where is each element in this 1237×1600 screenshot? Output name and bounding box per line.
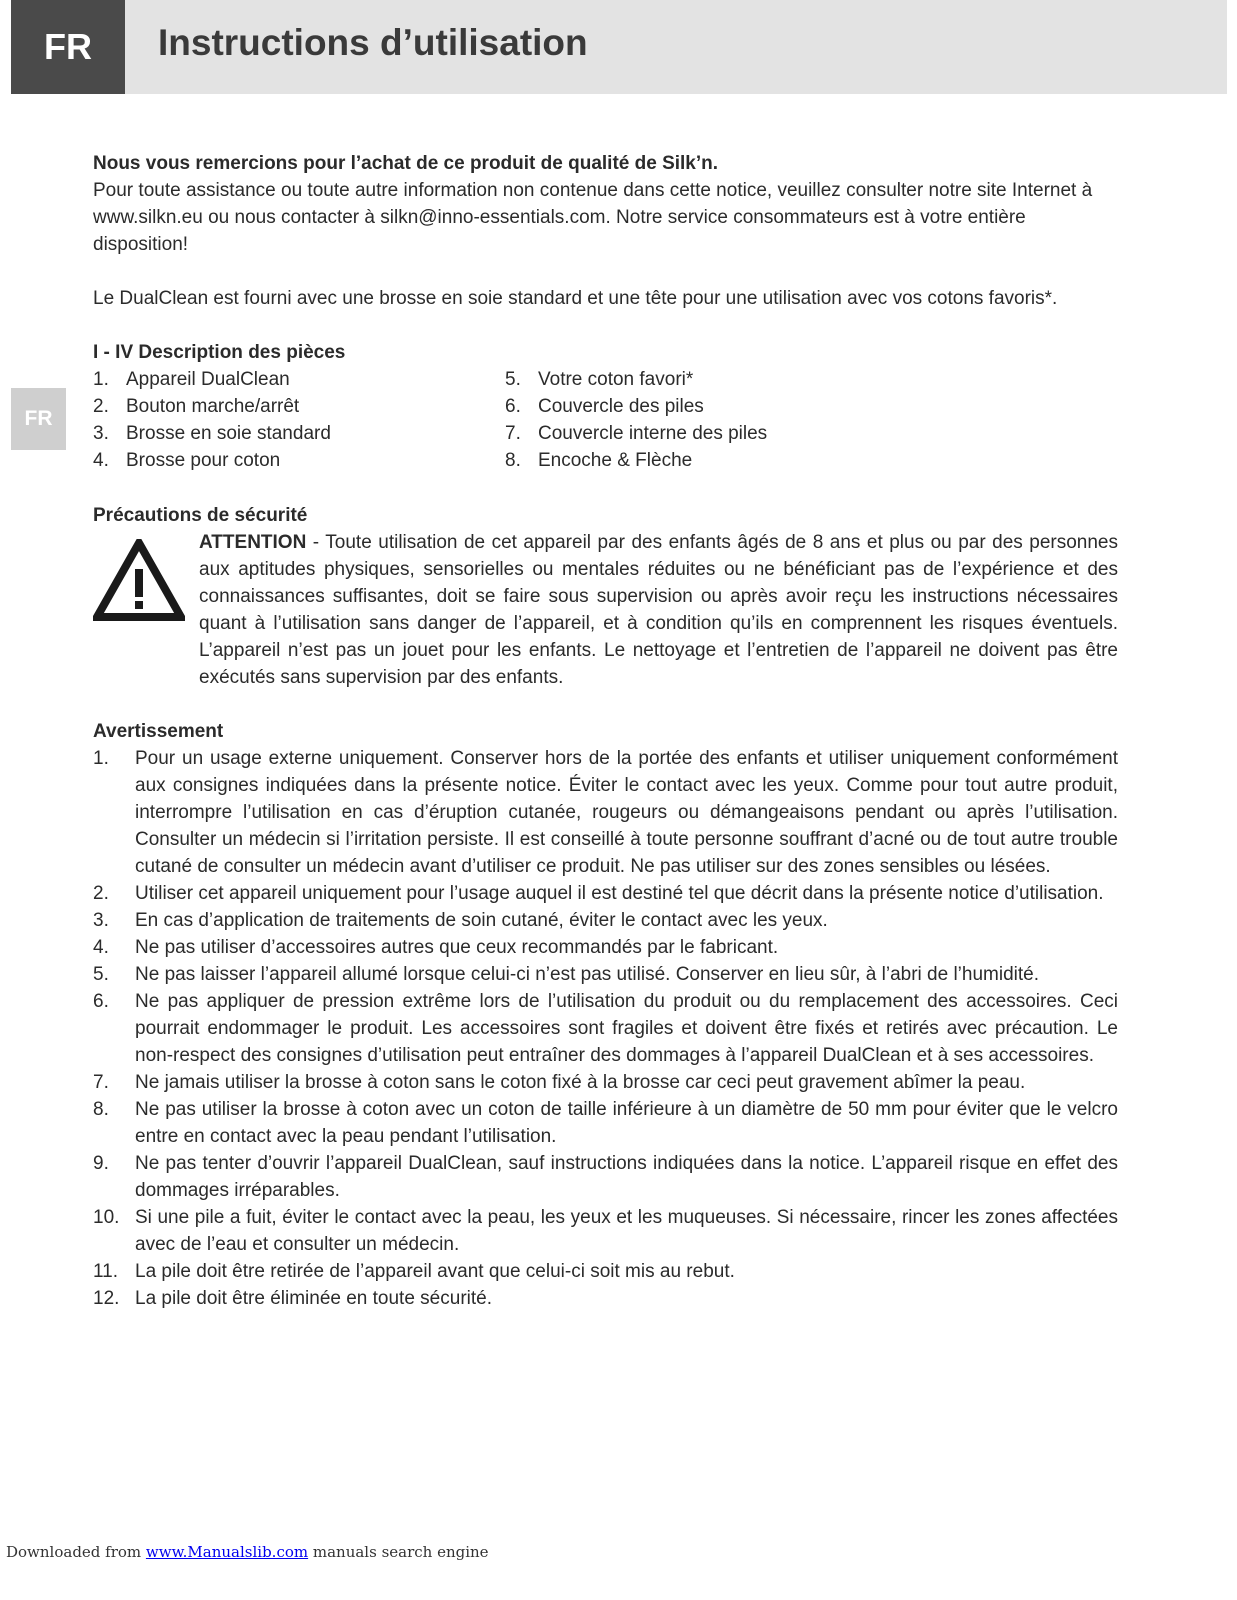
parts-item: 3. Brosse en soie standard	[93, 423, 331, 444]
warnings-list	[93, 745, 1118, 1312]
list-item: 12. La pile doit être éliminée en toute sécurité.	[93, 1288, 492, 1309]
safety-block	[93, 529, 1118, 691]
list-item: 7. Ne jamais utiliser la brosse à coton sans le coton fixé à la brosse car ceci peut gravement abîmer la peau.	[93, 1072, 1026, 1093]
list-item: 1. Pour un usage externe uniquement. Conserver hors de la portée des enfants et utiliser uniquement conformément aux consignes indiquées dans la présente notice. Éviter le contact avec les yeux. Comme pour tout autre produit, interrompre l’utilisation en cas d’éruption cutanée, rougeurs ou démangeaisons pendant ou après l’utilisation. Consulter un médecin si l’irritation persiste. Il est conseillé à toute personne souffrant d’acné ou de tout autre trouble cutané de consulter un médecin avant d’utiliser ce produit. Ne pas utiliser sur des zones sensibles ou lésées.	[93, 748, 1118, 877]
list-item: 6. Ne pas appliquer de pression extrême lors de l’utilisation du produit ou du remplacement des accessoires. Ceci pourrait endommager le produit. Les accessoires sont fragiles et doivent être fixés et retirés avec précaution. Le non-respect des consignes d’utilisation peut entraîner des dommages à l’appareil DualClean et à ses accessoires.	[93, 991, 1118, 1066]
list-item: 11. La pile doit être retirée de l’appareil avant que celui-ci soit mis au rebut.	[93, 1261, 735, 1282]
list-item: 8. Ne pas utiliser la brosse à coton avec un coton de taille inférieure à un diamètre de 50 mm pour éviter que le velcro entre en contact avec la peau pendant l’utilisation.	[93, 1099, 1118, 1147]
parts-item: 1. Appareil DualClean	[93, 369, 290, 390]
list-item: 5. Ne pas laisser l’appareil allumé lorsque celui-ci n’est pas utilisé. Conserver en lieu sûr, à l’abri de l’humidité.	[93, 964, 1039, 985]
intro-lead: Nous vous remercions pour l’achat de ce produit de qualité de Silk’n.	[93, 153, 719, 174]
list-item: 10. Si une pile a fuit, éviter le contact avec la peau, les yeux et les muqueuses. Si nécessaire, rincer les zones affectées avec de l’eau et consulter un médecin.	[93, 1207, 1118, 1255]
list-item: 3. En cas d’application de traitements de soin cutané, éviter le contact avec les yeux.	[93, 910, 828, 931]
intro-text: Pour toute assistance ou toute autre information non contenue dans cette notice, veuillez consulter notre site Internet à www.silkn.eu ou nous contacter à silkn@inno-essentials.com. Notre service consommateurs est à votre entière disposition!	[93, 180, 1093, 255]
parts-item: 8. Encoche & Flèche	[505, 450, 693, 471]
safety-heading: Précautions de sécurité	[93, 505, 308, 526]
parts-item: 6. Couvercle des piles	[505, 396, 704, 417]
footer: Downloaded from www.Manualslib.com manuals search engine	[6, 1543, 489, 1561]
parts-item: 7. Couvercle interne des piles	[505, 423, 768, 444]
list-item: 2. Utiliser cet appareil uniquement pour l’usage auquel il est destiné tel que décrit dans la présente notice d’utilisation.	[93, 883, 1104, 904]
parts-item: 5. Votre coton favori*	[505, 369, 694, 390]
list-item: 4. Ne pas utiliser d’accessoires autres que ceux recommandés par le fabricant.	[93, 937, 779, 958]
side-language-tab: FR	[11, 388, 66, 450]
parts-item: 4. Brosse pour coton	[93, 450, 281, 471]
parts-item: 2. Bouton marche/arrêt	[93, 396, 300, 417]
warnings-heading: Avertissement	[93, 721, 224, 742]
intro-supplied: Le DualClean est fourni avec une brosse en soie standard et une tête pour une utilisation avec vos cotons favoris*.	[93, 288, 1058, 309]
attention-text: ATTENTION - Toute utilisation de cet appareil par des enfants âgés de 8 ans et plus ou par des personnes aux aptitudes physiques, sensorielles ou mentales réduites ou ne bénéficiant pas de l’expérience et des connaissances suffisantes, doit se faire sous supervision ou après avoir reçu les instructions nécessaires quant à l’utilisation sans danger de l’appareil, et à condition qu’ils en comprennent les risques éventuels. L’appareil n’est pas un jouet pour les enfants. Le nettoyage et l’entretien de l’appareil ne doivent pas être exécutés sans supervision par des enfants.	[199, 532, 1118, 688]
attention-label: ATTENTION	[199, 532, 307, 553]
manualslib-link[interactable]: www.Manualslib.com	[145, 1543, 309, 1561]
parts-list	[93, 366, 1118, 474]
parts-heading: I - IV Description des pièces	[93, 342, 346, 363]
language-tab: FR	[11, 0, 125, 94]
page-title: Instructions d’utilisation	[158, 22, 588, 63]
document-body	[93, 150, 1118, 1312]
list-item: 9. Ne pas tenter d’ouvrir l’appareil DualClean, sauf instructions indiquées dans la notice. L’appareil risque en effet des dommages irréparables.	[93, 1153, 1118, 1201]
warning-triangle-icon	[93, 529, 199, 629]
